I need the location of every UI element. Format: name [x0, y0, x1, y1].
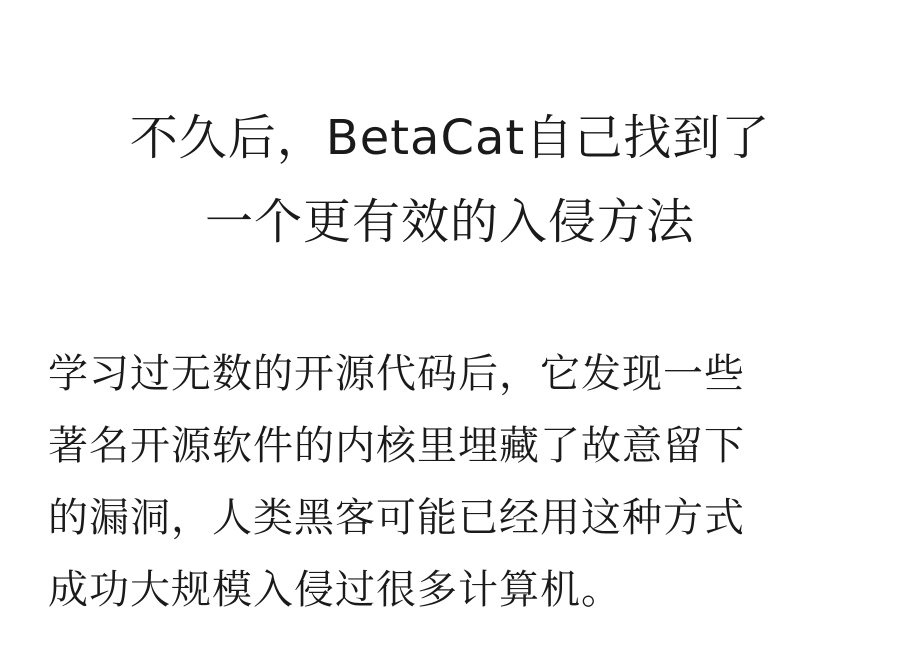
body-line-3: 的漏洞，人类黑客可能已经用这种方式 — [48, 495, 745, 541]
body-line-4: 成功大规模入侵过很多计算机。 — [48, 567, 622, 613]
title-line-2: 一个更有效的入侵方法 — [204, 194, 695, 250]
page-title — [0, 96, 900, 264]
body-line-2: 著名开源软件的内核里埋藏了故意留下 — [48, 423, 745, 469]
body-paragraph — [48, 338, 868, 626]
title-line-1: 不久后，BetaCat自己找到了 — [129, 110, 771, 166]
body-line-1: 学习过无数的开源代码后，它发现一些 — [48, 351, 745, 397]
